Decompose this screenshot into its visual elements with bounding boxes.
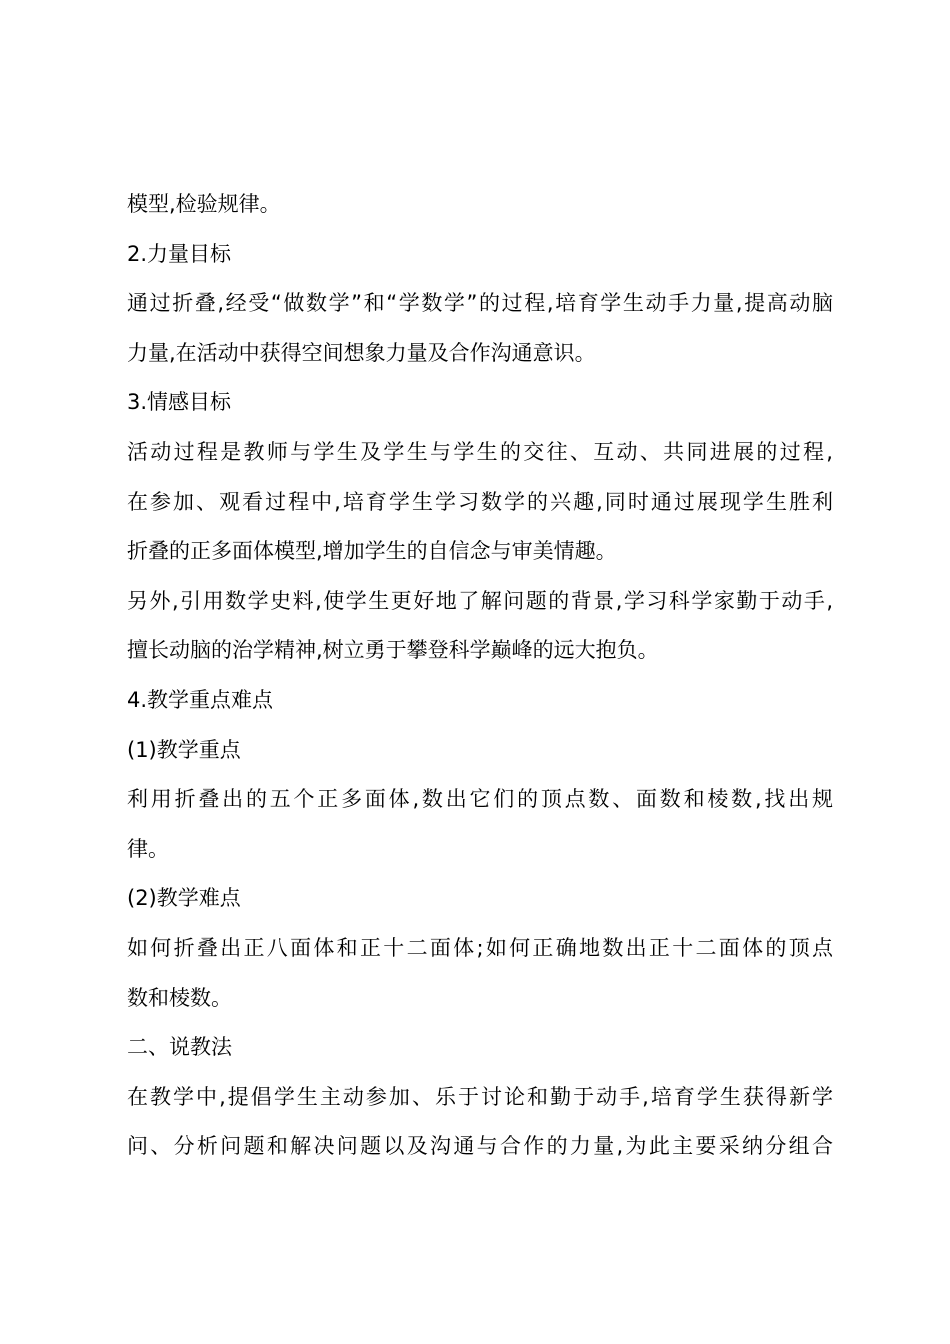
subheading-key-points: (1)教学重点 [127, 737, 241, 762]
text-line-3: 通过折叠,经受“做数学”和“学数学”的过程,培育学生动手力量,提高动脑 [127, 291, 833, 316]
document-body [127, 180, 833, 1172]
text-line-1: 模型,检验规律。 [127, 192, 281, 216]
text-line-4: 力量,在活动中获得空间想象力量及合作沟通意识。 [127, 340, 596, 365]
text-line-17: 数和棱数。 [127, 985, 232, 1010]
text-line-7: 在参加、观看过程中,培育学生学习数学的兴趣,同时通过展现学生胜利 [127, 489, 833, 514]
text-line-6: 活动过程是教师与学生及学生与学生的交往、互动、共同进展的过程, [127, 439, 833, 464]
section-heading-teaching-methods: 二、说教法 [127, 1035, 232, 1060]
text-line-9: 另外,引用数学史料,使学生更好地了解问题的背景,学习科学家勤于动手, [127, 588, 833, 613]
section-heading-ability-goals: 2.力量目标 [127, 241, 232, 266]
subheading-difficult-points: (2)教学难点 [127, 886, 241, 911]
section-heading-key-difficult-points: 4.教学重点难点 [127, 687, 274, 712]
text-line-14: 律。 [127, 836, 169, 861]
text-line-8: 折叠的正多面体模型,增加学生的自信念与审美情趣。 [127, 539, 617, 564]
text-line-10: 擅长动脑的治学精神,树立勇于攀登科学巅峰的远大抱负。 [127, 638, 659, 663]
text-line-13: 利用折叠出的五个正多面体,数出它们的顶点数、面数和棱数,找出规 [127, 787, 833, 812]
text-line-20: 问、分析问题和解决问题以及沟通与合作的力量,为此主要采纳分组合 [127, 1134, 833, 1159]
text-line-19: 在教学中,提倡学生主动参加、乐于讨论和勤于动手,培育学生获得新学 [127, 1084, 833, 1109]
section-heading-emotion-goals: 3.情感目标 [127, 390, 232, 415]
text-line-16: 如何折叠出正八面体和正十二面体;如何正确地数出正十二面体的顶点 [127, 935, 833, 960]
